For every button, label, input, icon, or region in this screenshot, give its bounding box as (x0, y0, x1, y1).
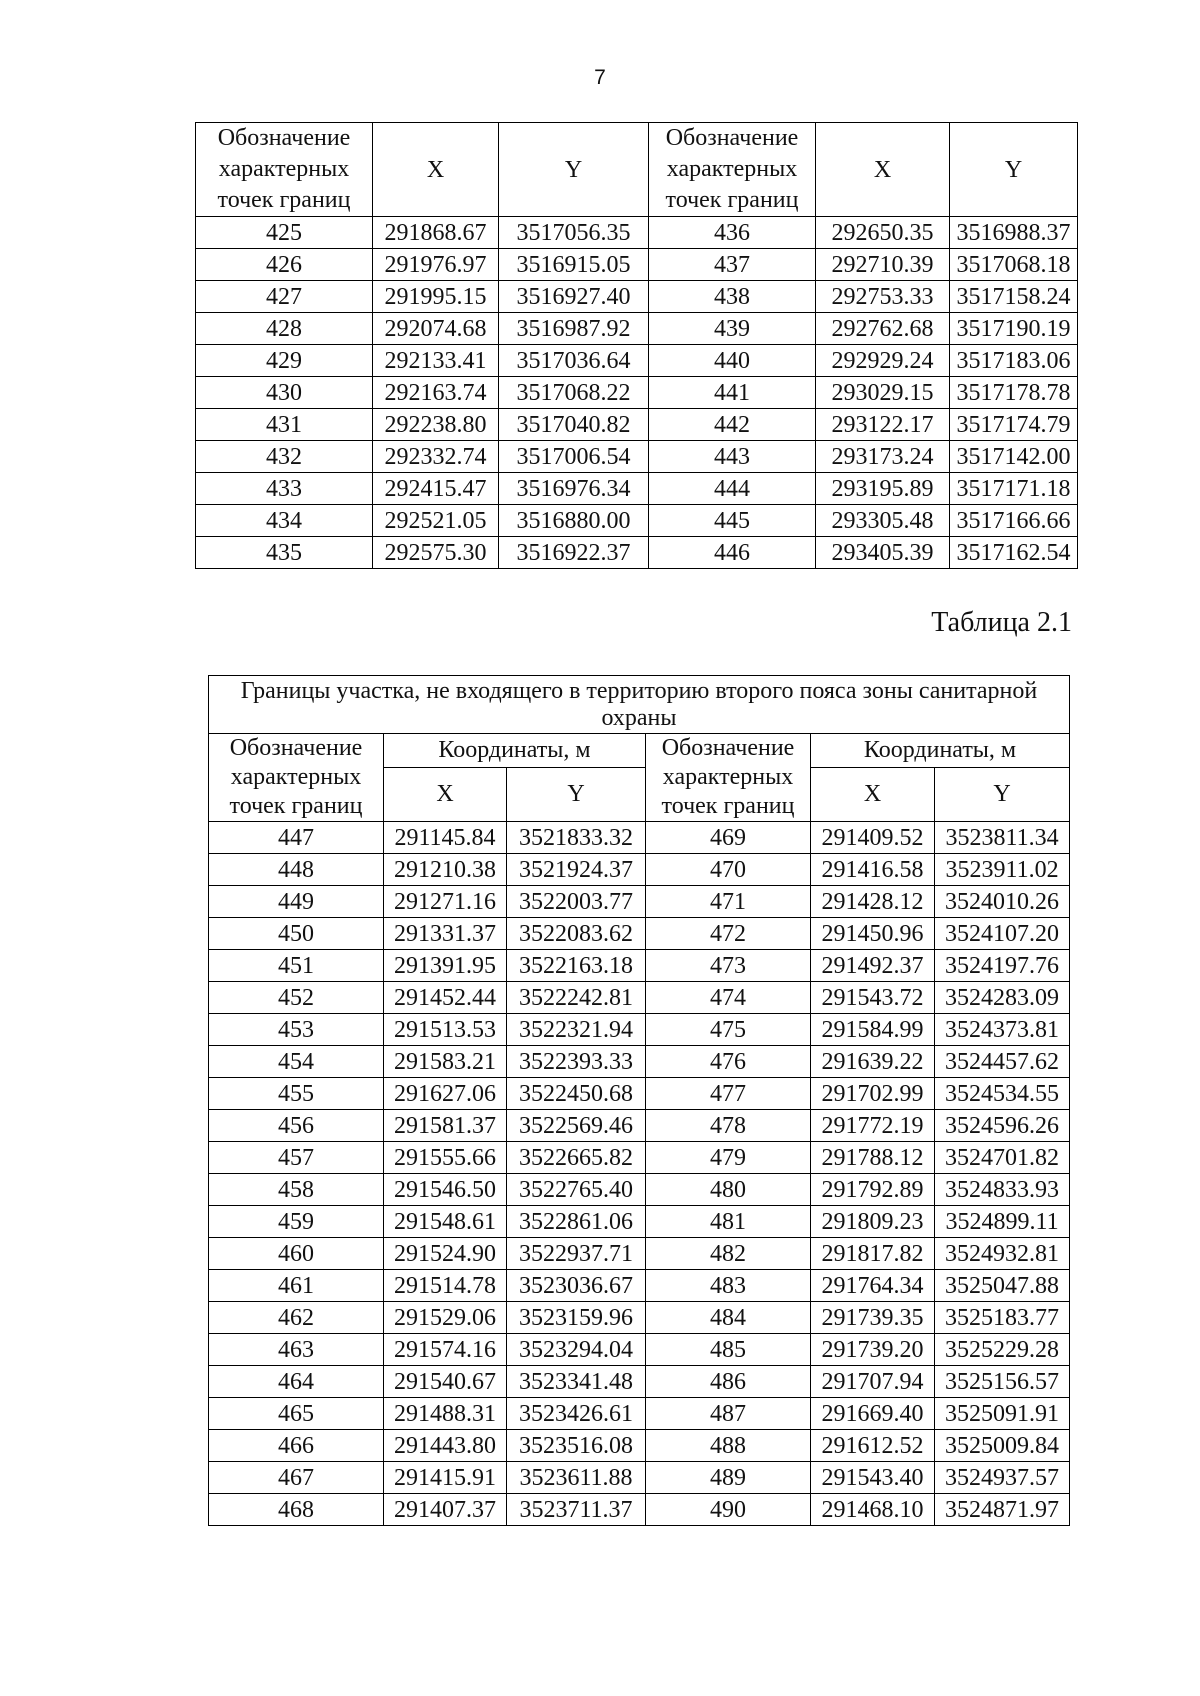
x-cell: 292575.30 (373, 537, 499, 569)
point-id-cell: 441 (649, 377, 816, 409)
point-id-cell: 452 (209, 982, 384, 1014)
y-cell: 3523426.61 (507, 1398, 646, 1430)
y-cell: 3525183.77 (935, 1302, 1070, 1334)
point-id-cell: 425 (196, 217, 373, 249)
x-cell: 293122.17 (816, 409, 950, 441)
y-cell: 3524899.11 (935, 1206, 1070, 1238)
x-cell: 291428.12 (811, 886, 935, 918)
table-row (209, 1398, 1070, 1430)
point-id-cell: 451 (209, 950, 384, 982)
point-id-cell: 480 (646, 1174, 811, 1206)
table-row (196, 249, 1078, 281)
y-cell: 3525229.28 (935, 1334, 1070, 1366)
x-cell: 293305.48 (816, 505, 950, 537)
y-cell: 3524596.26 (935, 1110, 1070, 1142)
x-cell: 292133.41 (373, 345, 499, 377)
x-cell: 293173.24 (816, 441, 950, 473)
x-cell: 292710.39 (816, 249, 950, 281)
y-cell: 3523911.02 (935, 854, 1070, 886)
y-cell: 3517068.22 (499, 377, 649, 409)
y-cell: 3524107.20 (935, 918, 1070, 950)
y-cell: 3522665.82 (507, 1142, 646, 1174)
point-id-cell: 454 (209, 1046, 384, 1078)
x-cell: 291627.06 (384, 1078, 507, 1110)
point-id-cell: 479 (646, 1142, 811, 1174)
y-cell: 3523294.04 (507, 1334, 646, 1366)
x-cell: 291669.40 (811, 1398, 935, 1430)
table-row (209, 1014, 1070, 1046)
y-cell: 3516880.00 (499, 505, 649, 537)
y-cell: 3516927.40 (499, 281, 649, 313)
point-id-cell: 462 (209, 1302, 384, 1334)
table-header-row (209, 734, 1070, 768)
table-row (196, 313, 1078, 345)
table-row (209, 1270, 1070, 1302)
point-id-cell: 430 (196, 377, 373, 409)
y-cell: 3524010.26 (935, 886, 1070, 918)
point-id-cell: 485 (646, 1334, 811, 1366)
y-cell: 3524534.55 (935, 1078, 1070, 1110)
point-id-cell: 474 (646, 982, 811, 1014)
table-row (209, 1142, 1070, 1174)
y-cell: 3525156.57 (935, 1366, 1070, 1398)
x-cell: 291976.97 (373, 249, 499, 281)
x-cell: 292753.33 (816, 281, 950, 313)
x-cell: 292415.47 (373, 473, 499, 505)
table-row (209, 1494, 1070, 1526)
point-id-cell: 481 (646, 1206, 811, 1238)
x-cell: 293195.89 (816, 473, 950, 505)
table-row (209, 1206, 1070, 1238)
x-cell: 291543.40 (811, 1462, 935, 1494)
y-cell: 3516922.37 (499, 537, 649, 569)
coordinates-table-2-1 (208, 675, 1070, 1526)
point-id-cell: 486 (646, 1366, 811, 1398)
point-id-cell: 465 (209, 1398, 384, 1430)
y-cell: 3524932.81 (935, 1238, 1070, 1270)
y-cell: 3517006.54 (499, 441, 649, 473)
y-cell: 3517142.00 (950, 441, 1078, 473)
point-id-cell: 435 (196, 537, 373, 569)
table-row (196, 345, 1078, 377)
y-cell: 3517068.18 (950, 249, 1078, 281)
point-id-cell: 457 (209, 1142, 384, 1174)
x-cell: 292163.74 (373, 377, 499, 409)
coordinates-table-continued (195, 122, 1078, 569)
point-id-cell: 468 (209, 1494, 384, 1526)
x-cell: 291443.80 (384, 1430, 507, 1462)
point-id-cell: 449 (209, 886, 384, 918)
point-id-cell: 426 (196, 249, 373, 281)
x-cell: 291555.66 (384, 1142, 507, 1174)
table-row (196, 281, 1078, 313)
point-id-cell: 463 (209, 1334, 384, 1366)
y-cell: 3524197.76 (935, 950, 1070, 982)
point-id-cell: 464 (209, 1366, 384, 1398)
x-cell: 291488.31 (384, 1398, 507, 1430)
x-cell: 291612.52 (811, 1430, 935, 1462)
x-header: X (384, 767, 507, 821)
point-id-cell: 440 (649, 345, 816, 377)
y-cell: 3517036.64 (499, 345, 649, 377)
y-cell: 3522393.33 (507, 1046, 646, 1078)
y-cell: 3524937.57 (935, 1462, 1070, 1494)
y-cell: 3522163.18 (507, 950, 646, 982)
table-row (209, 1430, 1070, 1462)
x-cell: 291145.84 (384, 822, 507, 854)
x-cell: 291450.96 (811, 918, 935, 950)
point-id-cell: 455 (209, 1078, 384, 1110)
x-cell: 292332.74 (373, 441, 499, 473)
y-cell: 3524283.09 (935, 982, 1070, 1014)
x-cell: 291492.37 (811, 950, 935, 982)
point-id-cell: 473 (646, 950, 811, 982)
x-cell: 291817.82 (811, 1238, 935, 1270)
x-cell: 291788.12 (811, 1142, 935, 1174)
x-cell: 293405.39 (816, 537, 950, 569)
point-id-cell: 472 (646, 918, 811, 950)
point-id-cell: 484 (646, 1302, 811, 1334)
table-row (196, 441, 1078, 473)
point-id-cell: 460 (209, 1238, 384, 1270)
point-id-cell: 427 (196, 281, 373, 313)
x-header: X (373, 123, 499, 217)
point-label-header: Обозначение характерных точек границ (209, 734, 384, 822)
x-header: X (816, 123, 950, 217)
x-cell: 291331.37 (384, 918, 507, 950)
table-row (209, 1238, 1070, 1270)
y-cell: 3522242.81 (507, 982, 646, 1014)
x-cell: 291468.10 (811, 1494, 935, 1526)
point-id-cell: 489 (646, 1462, 811, 1494)
point-id-cell: 445 (649, 505, 816, 537)
table-title: Границы участка, не входящего в территорию второго пояса зоны санитарной охраны (209, 676, 1070, 734)
table-row (209, 1302, 1070, 1334)
point-id-cell: 433 (196, 473, 373, 505)
x-cell: 291514.78 (384, 1270, 507, 1302)
table-row (209, 982, 1070, 1014)
x-cell: 292650.35 (816, 217, 950, 249)
table-row (209, 822, 1070, 854)
x-cell: 291415.91 (384, 1462, 507, 1494)
y-cell: 3517174.79 (950, 409, 1078, 441)
point-id-cell: 467 (209, 1462, 384, 1494)
point-id-cell: 456 (209, 1110, 384, 1142)
point-id-cell: 428 (196, 313, 373, 345)
x-header: X (811, 767, 935, 821)
table-row (196, 217, 1078, 249)
point-id-cell: 434 (196, 505, 373, 537)
y-cell: 3523811.34 (935, 822, 1070, 854)
page-number: 7 (594, 66, 606, 89)
point-id-cell: 466 (209, 1430, 384, 1462)
y-cell: 3523611.88 (507, 1462, 646, 1494)
point-id-cell: 437 (649, 249, 816, 281)
x-cell: 292521.05 (373, 505, 499, 537)
table-row (209, 1462, 1070, 1494)
y-cell: 3525047.88 (935, 1270, 1070, 1302)
x-cell: 291764.34 (811, 1270, 935, 1302)
point-id-cell: 447 (209, 822, 384, 854)
y-header: Y (499, 123, 649, 217)
y-cell: 3523036.67 (507, 1270, 646, 1302)
y-cell: 3523711.37 (507, 1494, 646, 1526)
y-cell: 3522861.06 (507, 1206, 646, 1238)
table-row (209, 918, 1070, 950)
y-cell: 3522083.62 (507, 918, 646, 950)
table-row (209, 1366, 1070, 1398)
point-id-cell: 450 (209, 918, 384, 950)
x-cell: 291707.94 (811, 1366, 935, 1398)
y-cell: 3516915.05 (499, 249, 649, 281)
y-cell: 3517183.06 (950, 345, 1078, 377)
y-cell: 3522003.77 (507, 886, 646, 918)
point-id-cell: 478 (646, 1110, 811, 1142)
y-cell: 3517190.19 (950, 313, 1078, 345)
x-cell: 291772.19 (811, 1110, 935, 1142)
table-row (196, 409, 1078, 441)
point-id-cell: 453 (209, 1014, 384, 1046)
y-cell: 3524457.62 (935, 1046, 1070, 1078)
point-id-cell: 483 (646, 1270, 811, 1302)
y-cell: 3524701.82 (935, 1142, 1070, 1174)
y-header: Y (950, 123, 1078, 217)
point-id-cell: 439 (649, 313, 816, 345)
y-cell: 3516976.34 (499, 473, 649, 505)
x-cell: 292929.24 (816, 345, 950, 377)
y-cell: 3524871.97 (935, 1494, 1070, 1526)
table-row (196, 537, 1078, 569)
x-cell: 292762.68 (816, 313, 950, 345)
table-row (209, 1334, 1070, 1366)
x-cell: 291452.44 (384, 982, 507, 1014)
x-cell: 291792.89 (811, 1174, 935, 1206)
x-cell: 291409.52 (811, 822, 935, 854)
x-cell: 291210.38 (384, 854, 507, 886)
x-cell: 291574.16 (384, 1334, 507, 1366)
point-label-header: Обозначение характерных точек границ (646, 734, 811, 822)
x-cell: 291639.22 (811, 1046, 935, 1078)
y-cell: 3523341.48 (507, 1366, 646, 1398)
x-cell: 291513.53 (384, 1014, 507, 1046)
point-label-header: Обозначение характерных точек границ (196, 123, 373, 217)
x-cell: 291416.58 (811, 854, 935, 886)
x-cell: 291391.95 (384, 950, 507, 982)
table-row (209, 1078, 1070, 1110)
x-cell: 291739.20 (811, 1334, 935, 1366)
y-cell: 3522450.68 (507, 1078, 646, 1110)
table-title-row (209, 676, 1070, 734)
table-caption: Таблица 2.1 (931, 607, 1072, 638)
x-cell: 291546.50 (384, 1174, 507, 1206)
x-cell: 291407.37 (384, 1494, 507, 1526)
x-cell: 291271.16 (384, 886, 507, 918)
coords-header: Координаты, м (384, 734, 646, 768)
point-id-cell: 471 (646, 886, 811, 918)
point-id-cell: 444 (649, 473, 816, 505)
table-row (209, 1174, 1070, 1206)
y-cell: 3517171.18 (950, 473, 1078, 505)
y-cell: 3524373.81 (935, 1014, 1070, 1046)
x-cell: 291809.23 (811, 1206, 935, 1238)
point-id-cell: 429 (196, 345, 373, 377)
x-cell: 291995.15 (373, 281, 499, 313)
y-cell: 3522937.71 (507, 1238, 646, 1270)
point-id-cell: 476 (646, 1046, 811, 1078)
x-cell: 291739.35 (811, 1302, 935, 1334)
point-id-cell: 438 (649, 281, 816, 313)
point-id-cell: 459 (209, 1206, 384, 1238)
point-id-cell: 431 (196, 409, 373, 441)
x-cell: 291583.21 (384, 1046, 507, 1078)
x-cell: 293029.15 (816, 377, 950, 409)
point-id-cell: 446 (649, 537, 816, 569)
y-cell: 3517178.78 (950, 377, 1078, 409)
y-cell: 3516987.92 (499, 313, 649, 345)
table-row (209, 1110, 1070, 1142)
point-id-cell: 442 (649, 409, 816, 441)
table-row (209, 886, 1070, 918)
x-cell: 291543.72 (811, 982, 935, 1014)
point-id-cell: 448 (209, 854, 384, 886)
table-row (209, 950, 1070, 982)
point-id-cell: 436 (649, 217, 816, 249)
x-cell: 291540.67 (384, 1366, 507, 1398)
table-row (196, 505, 1078, 537)
x-cell: 291524.90 (384, 1238, 507, 1270)
y-header: Y (935, 767, 1070, 821)
table-row (196, 473, 1078, 505)
y-cell: 3522569.46 (507, 1110, 646, 1142)
x-cell: 291581.37 (384, 1110, 507, 1142)
x-cell: 291548.61 (384, 1206, 507, 1238)
x-cell: 291868.67 (373, 217, 499, 249)
point-id-cell: 458 (209, 1174, 384, 1206)
point-id-cell: 470 (646, 854, 811, 886)
y-cell: 3517040.82 (499, 409, 649, 441)
table-row (209, 1046, 1070, 1078)
x-cell: 291584.99 (811, 1014, 935, 1046)
point-id-cell: 487 (646, 1398, 811, 1430)
y-cell: 3525009.84 (935, 1430, 1070, 1462)
y-cell: 3523159.96 (507, 1302, 646, 1334)
x-cell: 291702.99 (811, 1078, 935, 1110)
table-row (196, 377, 1078, 409)
point-label-header: Обозначение характерных точек границ (649, 123, 816, 217)
point-id-cell: 461 (209, 1270, 384, 1302)
y-cell: 3516988.37 (950, 217, 1078, 249)
point-id-cell: 475 (646, 1014, 811, 1046)
x-cell: 292238.80 (373, 409, 499, 441)
y-header: Y (507, 767, 646, 821)
table-row (209, 854, 1070, 886)
point-id-cell: 482 (646, 1238, 811, 1270)
point-id-cell: 432 (196, 441, 373, 473)
coords-header: Координаты, м (811, 734, 1070, 768)
y-cell: 3525091.91 (935, 1398, 1070, 1430)
point-id-cell: 469 (646, 822, 811, 854)
y-cell: 3522321.94 (507, 1014, 646, 1046)
y-cell: 3517056.35 (499, 217, 649, 249)
y-cell: 3517158.24 (950, 281, 1078, 313)
point-id-cell: 443 (649, 441, 816, 473)
point-id-cell: 490 (646, 1494, 811, 1526)
table-header-row (196, 123, 1078, 217)
y-cell: 3522765.40 (507, 1174, 646, 1206)
y-cell: 3521833.32 (507, 822, 646, 854)
y-cell: 3517166.66 (950, 505, 1078, 537)
y-cell: 3524833.93 (935, 1174, 1070, 1206)
y-cell: 3523516.08 (507, 1430, 646, 1462)
y-cell: 3517162.54 (950, 537, 1078, 569)
point-id-cell: 477 (646, 1078, 811, 1110)
x-cell: 291529.06 (384, 1302, 507, 1334)
y-cell: 3521924.37 (507, 854, 646, 886)
x-cell: 292074.68 (373, 313, 499, 345)
point-id-cell: 488 (646, 1430, 811, 1462)
